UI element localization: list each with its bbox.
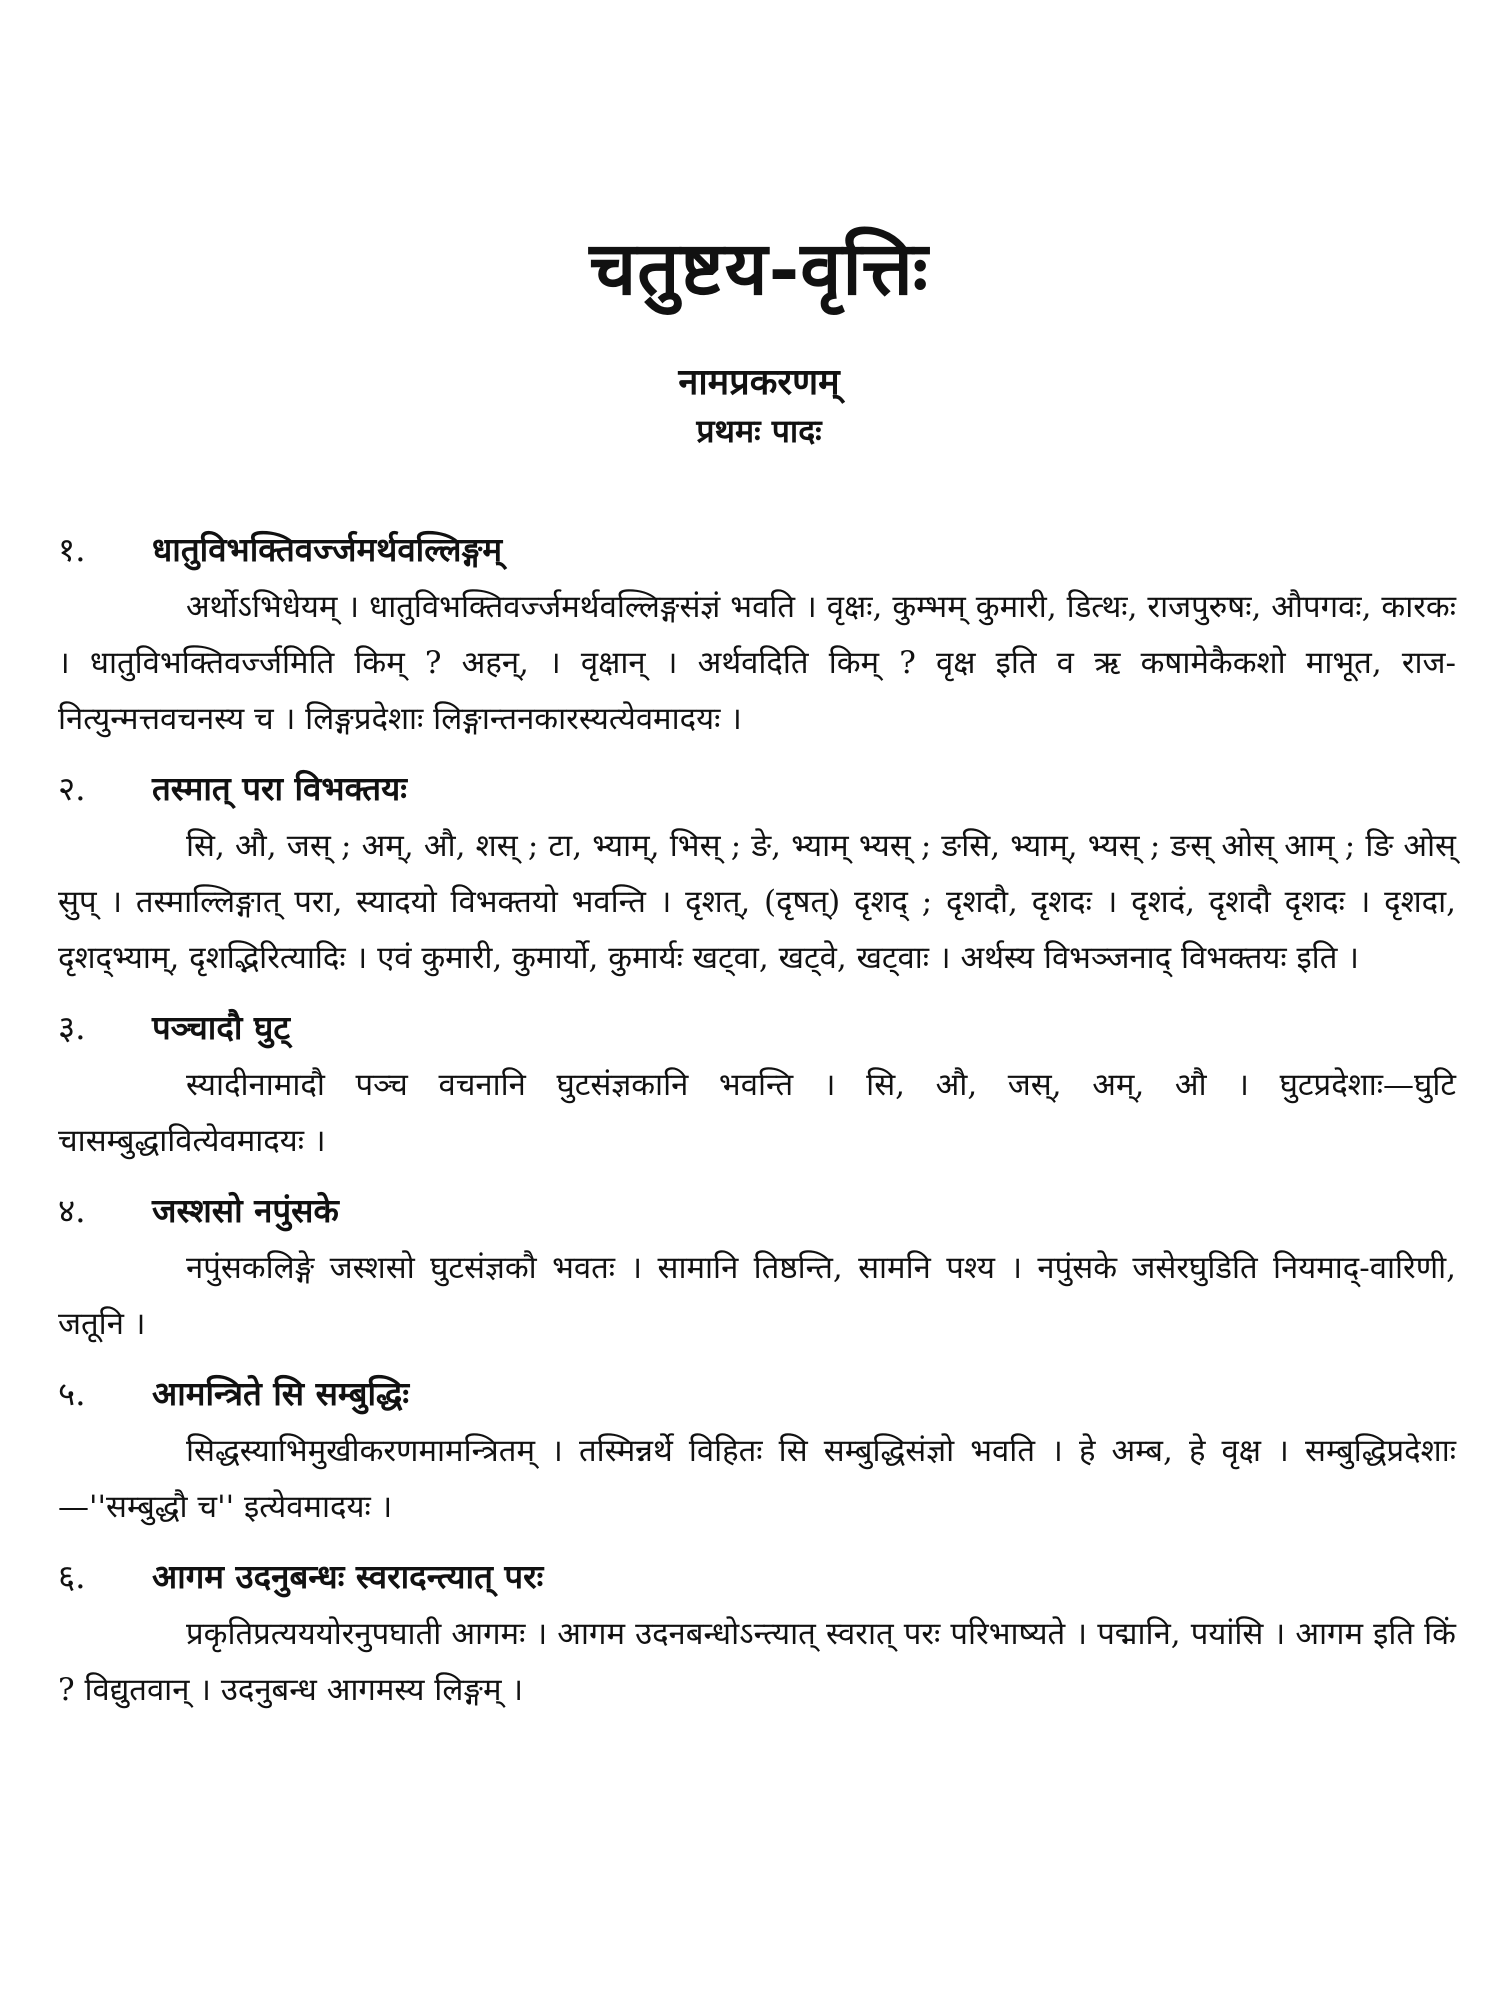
sutra-2 bbox=[58, 765, 1460, 986]
section-title: नामप्रकरणम् bbox=[678, 361, 840, 403]
sutra-heading-text: तस्मात् परा विभक्तयः bbox=[152, 769, 407, 808]
sutra-1 bbox=[58, 526, 1460, 747]
sutra-number: ४. bbox=[58, 1191, 86, 1230]
sutra-heading-text: जस्शसो नपुंसके bbox=[152, 1191, 339, 1230]
sutra-heading bbox=[58, 1370, 1460, 1415]
sutra-heading-text: आगम उदनुबन्धः स्वरादन्त्यात् परः bbox=[152, 1557, 544, 1596]
sutra-commentary: अर्थोऽभिधेयम् । धातुविभक्तिवर्ज्जमर्थवल्लिङ्गसंज्ञं भवति । वृक्षः, कुम्भम् कुमारी, डित्थः, राजपुरुषः, औपगवः, कारकः । धातुविभक्तिवर्ज्जमिति किम् ? अहन्, । वृक्षान् । अर्थवदिति किम् ? वृक्ष इति व ऋ कषामेकैकशो माभूत, राज-नित्युन्मत्तवचनस्य च । लिङ्गप्रदेशाः लिङ्गान्तनकारस्यत्येवमादयः । bbox=[58, 589, 1456, 737]
sutra-commentary: सि, औ, जस् ; अम्, औ, शस् ; टा, भ्याम्, भिस् ; ङे, भ्याम् भ्यस् ; ङसि, भ्याम्, भ्यस् ; ङस् ओस् आम् ; ङि ओस् सुप् । तस्माल्लिङ्गात् परा, स्यादयो विभक्तयो भवन्ति । दृशत्, (दृषत्) दृशद् ; दृशदौ, दृशदः । दृशदं, दृशदौ दृशदः । दृशदा, दृशद्भ्याम्, दृशद्भिरित्यादिः । एवं कुमारी, कुमार्यो, कुमार्यः खट्वा, खट्वे, खट्वाः । अर्थस्य विभञ्जनाद् विभक्तयः इति । bbox=[58, 828, 1456, 976]
book-title: चतुष्टय-वृत्तिः bbox=[589, 226, 929, 312]
sutra-number: १. bbox=[58, 530, 86, 569]
sutra-commentary: प्रकृतिप्रत्यययोरनुपघाती आगमः । आगम उदनबन्धोऽन्त्यात् स्वरात् परः परिभाष्यते । पद्मानि, पयांसि । आगम इति किं ? विद्युतवान् । उदनुबन्ध आगमस्य लिङ्गम् । bbox=[58, 1616, 1456, 1708]
sutra-heading-text: धातुविभक्तिवर्ज्जमर्थवल्लिङ्गम् bbox=[152, 530, 503, 569]
sutra-number: २. bbox=[58, 769, 86, 808]
sutra-6 bbox=[58, 1553, 1460, 1718]
sutra-number: ६. bbox=[58, 1557, 86, 1596]
sutra-heading bbox=[58, 1553, 1460, 1598]
sutra-4 bbox=[58, 1187, 1460, 1352]
sutra-5 bbox=[58, 1370, 1460, 1535]
sutra-commentary: नपुंसकलिङ्गे जस्शसो घुटसंज्ञकौ भवतः । सामानि तिष्ठन्ति, सामनि पश्य । नपुंसके जसेरघुडिति नियमाद्-वारिणी, जतूनि । bbox=[58, 1250, 1456, 1342]
sutra-heading bbox=[58, 765, 1460, 810]
sutra-commentary: स्यादीनामादौ पञ्च वचनानि घुटसंज्ञकानि भवन्ति । सि, औ, जस्, अम्, औ । घुटप्रदेशाः—घुटि चासम्बुद्धावित्येवमादयः । bbox=[58, 1067, 1456, 1159]
sutra-number: ३. bbox=[58, 1008, 86, 1047]
sutra-heading bbox=[58, 526, 1460, 571]
sutra-number: ५. bbox=[58, 1374, 86, 1413]
sutra-heading-text: आमन्त्रिते सि सम्बुद्धिः bbox=[152, 1374, 410, 1413]
sutra-heading bbox=[58, 1004, 1460, 1049]
sutra-heading bbox=[58, 1187, 1460, 1232]
sutra-heading-text: पञ्चादौ घुट् bbox=[152, 1008, 291, 1047]
sutra-commentary: सिद्धस्याभिमुखीकरणमामन्त्रितम् । तस्मिन्नर्थे विहितः सि सम्बुद्धिसंज्ञो भवति । हे अम्ब, हे वृक्ष । सम्बुद्धिप्रदेशाः—''सम्बुद्धौ च'' इत्येवमादयः । bbox=[58, 1433, 1456, 1525]
sutra-3 bbox=[58, 1004, 1460, 1169]
chapter-title: प्रथमः पादः bbox=[696, 412, 822, 450]
